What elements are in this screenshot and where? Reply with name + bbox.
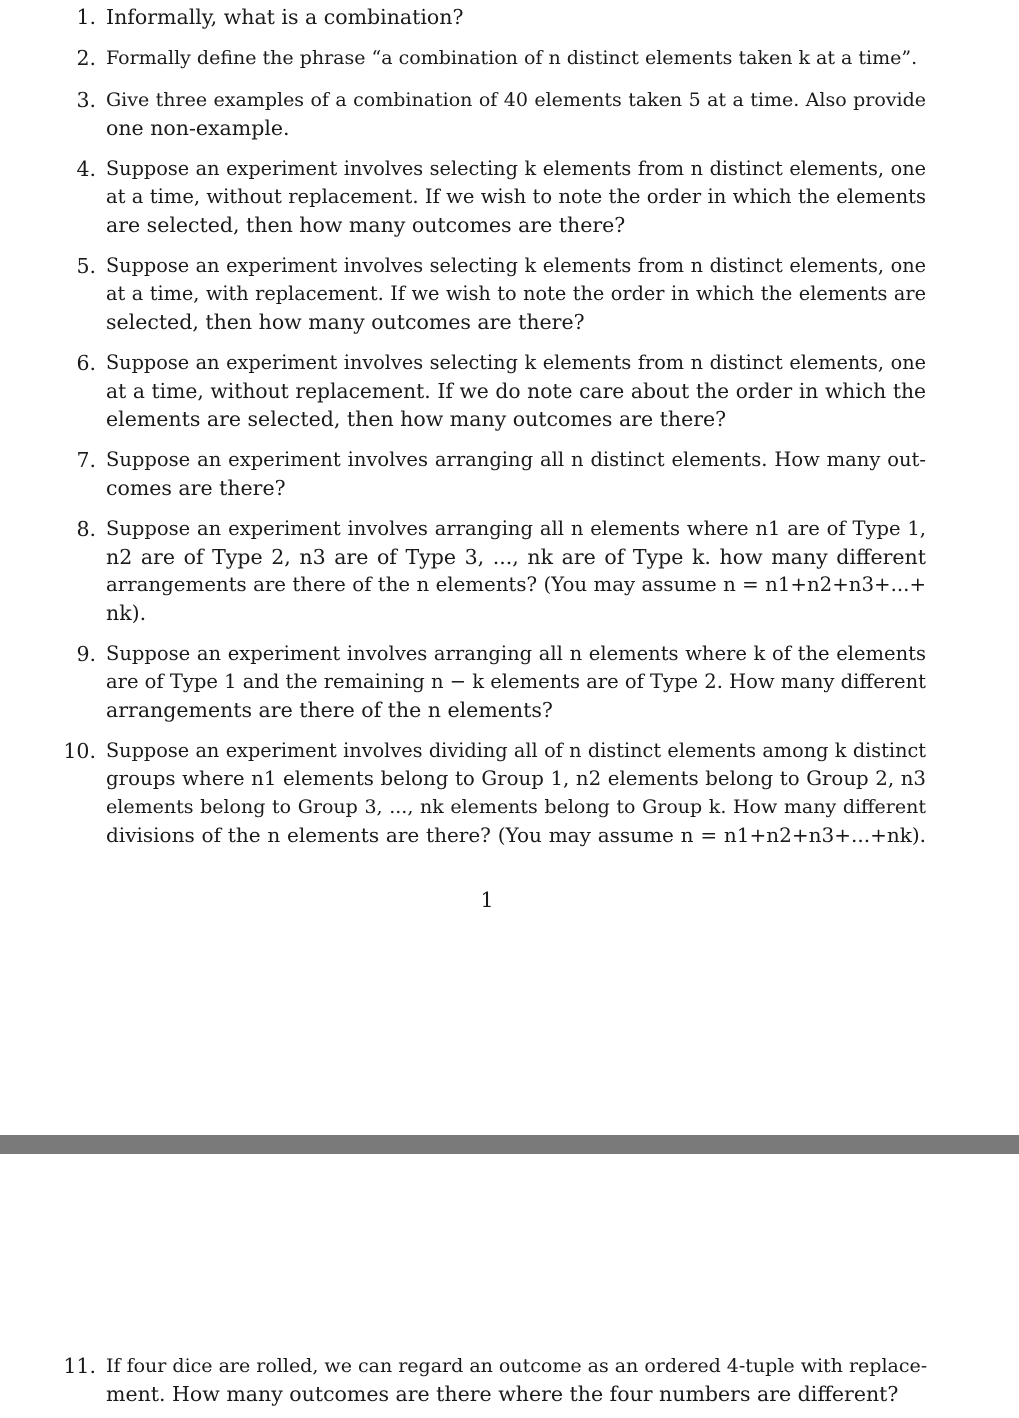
question-line: n2 are of Type 2, n3 are of Type 3, ..., nk are of Type k. how many different — [106, 545, 926, 569]
question-line: divisions of the n elements are there? (You may assume n = n1+n2+n3+...+nk). — [106, 823, 926, 847]
question-line: ment. How many outcomes are there where the four numbers are different? — [106, 1382, 899, 1406]
question-line: at a time, without replacement. If we do note care about the order in which the — [106, 379, 926, 403]
question-number: 2. — [76, 46, 96, 70]
question-line: If four dice are rolled, we can regard an outcome as an ordered 4-tuple with replace- — [106, 1355, 928, 1377]
question-line: Suppose an experiment involves selecting k elements from n distinct elements, one — [106, 157, 926, 180]
question-number: 3. — [76, 88, 96, 112]
question-line: nk). — [106, 601, 147, 625]
question-line: are selected, then how many outcomes are there? — [106, 213, 626, 237]
question-number: 5. — [76, 254, 96, 278]
question-line: elements are selected, then how many outcomes are there? — [106, 407, 727, 431]
question-line: one non-example. — [106, 116, 290, 140]
question-line: Suppose an experiment involves selecting k elements from n distinct elements, one — [106, 254, 926, 277]
question-number: 9. — [76, 642, 96, 666]
document-page-2 — [0, 1154, 1019, 1418]
question-number: 6. — [76, 351, 96, 375]
question-line: Suppose an experiment involves arranging all n distinct elements. How many out- — [106, 448, 926, 471]
question-number: 1. — [76, 5, 96, 29]
question-number: 4. — [76, 157, 96, 181]
question-line: Suppose an experiment involves arranging all n elements where k of the elements — [106, 642, 926, 665]
question-number: 7. — [76, 448, 96, 472]
page-number: 1 — [480, 888, 494, 912]
question-line: are of Type 1 and the remaining n − k elements are of Type 2. How many different — [106, 670, 926, 693]
question-line: arrangements are there of the n elements? — [106, 698, 553, 722]
question-line: Suppose an experiment involves arranging all n elements where n1 are of Type 1, — [106, 517, 926, 540]
question-number: 11. — [63, 1354, 96, 1378]
question-line: elements belong to Group 3, ..., nk elements belong to Group k. How many different — [106, 796, 926, 818]
question-line: groups where n1 elements belong to Group 1, n2 elements belong to Group 2, n3 — [106, 767, 926, 790]
question-number: 10. — [63, 739, 96, 763]
question-line: Suppose an experiment involves selecting k elements from n distinct elements, one — [106, 351, 926, 374]
question-line: at a time, without replacement. If we wish to note the order in which the elements — [106, 185, 926, 208]
page-divider — [0, 1135, 1019, 1154]
question-line: at a time, with replacement. If we wish to note the order in which the elements are — [106, 282, 926, 305]
question-line: Suppose an experiment involves dividing all of n distinct elements among k distinct — [106, 739, 926, 762]
question-line: selected, then how many outcomes are there? — [106, 310, 585, 334]
question-number: 8. — [76, 517, 96, 541]
question-line: Formally define the phrase “a combination of n distinct elements taken k at a time”. — [106, 47, 918, 69]
question-line: arrangements are there of the n elements? (You may assume n = n1+n2+n3+...+ — [106, 573, 926, 596]
question-line: Informally, what is a combination? — [106, 5, 464, 29]
question-line: Give three examples of a combination of 40 elements taken 5 at a time. Also provide — [106, 89, 926, 111]
question-line: comes are there? — [106, 476, 286, 500]
